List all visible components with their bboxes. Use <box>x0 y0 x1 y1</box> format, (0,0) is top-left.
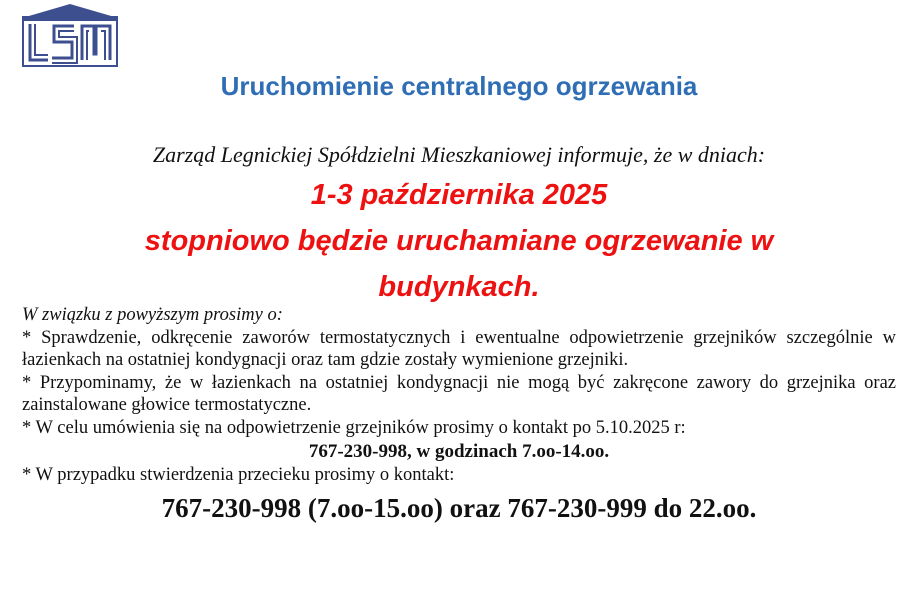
phone-emergency: 767-230-998 (7.oo-15.oo) oraz 767-230-999 do 22.oo. <box>161 492 757 523</box>
lead-text: W związku z powyższym prosimy o: <box>22 305 283 325</box>
lsm-logo-graphic <box>22 4 118 68</box>
page-title: Uruchomienie centralnego ogrzewania <box>220 71 698 101</box>
phone-bleeding: 767-230-998, w godzinach 7.oo-14.oo. <box>308 441 610 462</box>
highlight-announcement <box>40 172 878 310</box>
notice-body <box>22 304 896 527</box>
intro-text: Zarząd Legnickiej Spółdzielni Mieszkaniowej informuje, że w dniach: <box>152 142 766 167</box>
list-item-leak-contact: * W przypadku stwierdzenia przecieku prosimy o kontakt: <box>22 465 455 485</box>
highlight-dates: 1-3 października 2025 <box>310 179 608 211</box>
highlight-line-3: budynkach. <box>378 271 540 303</box>
list-item-check-valves: * Sprawdzenie, odkręcenie zaworów termostatycznych i ewentualne odpowietrzenie grzejników szczególnie w łazienkach na ostatniej kondygnacji oraz tam gdzie zostały wymienione grzejniki. <box>22 327 896 370</box>
lsm-logo <box>22 4 118 68</box>
list-item-bleeding-contact: * W celu umówienia się na odpowietrzenie grzejników prosimy o kontakt po 5.10.2025 r: <box>22 417 686 438</box>
list-item-reminder: * Przypominamy, że w łazienkach na ostatniej kondygnacji nie mogą być zakręcone zawory do grzejnika oraz zainstalowane głowice termostatyczne. <box>22 372 896 415</box>
highlight-line-2: stopniowo będzie uruchamiane ogrzewanie w <box>144 225 774 257</box>
